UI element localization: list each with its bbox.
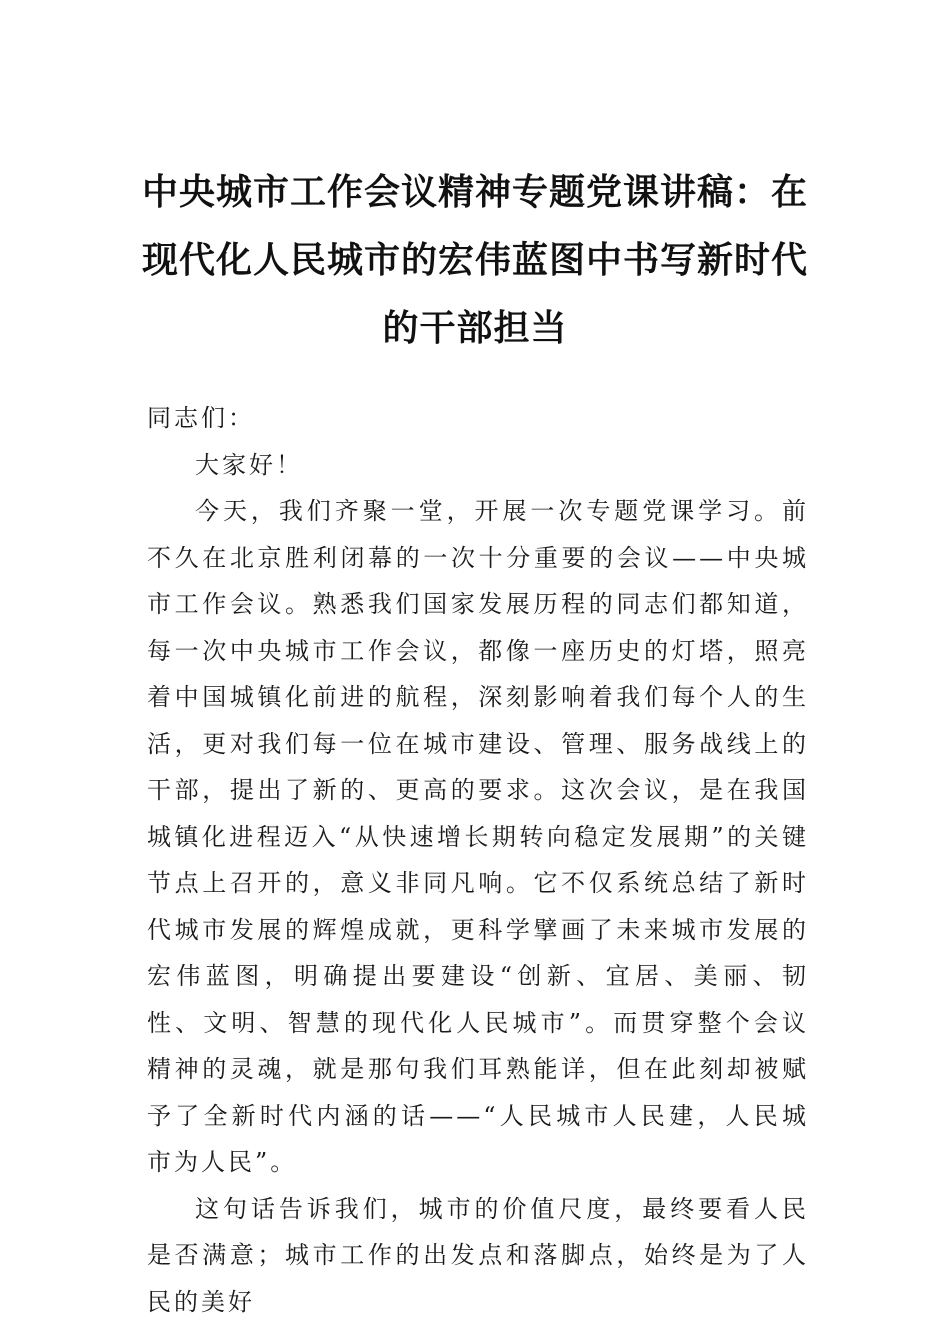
- title-line-1: 中央城市工作会议精神专题党课讲稿：在: [141, 171, 808, 213]
- body-paragraph: 这句话告诉我们，城市的价值尺度，最终要看人民是否满意；城市工作的出发点和落脚点，始终是为了人民的美好: [147, 1194, 809, 1316]
- document-title: [140, 158, 810, 362]
- document-body: [147, 395, 809, 1325]
- salutation: 同志们：: [147, 404, 255, 432]
- greeting: 大家好！: [195, 450, 303, 479]
- title-line-3: 的干部担当: [382, 307, 568, 349]
- title-line-2: 现代化人民城市的宏伟蓝图中书写新时代: [141, 239, 808, 281]
- body-paragraph: 今天，我们齐聚一堂，开展一次专题党课学习。前不久在北京胜利闭幕的一次十分重要的会议——中央城市工作会议。熟悉我们国家发展历程的同志们都知道，每一次中央城市工作会议，都像一座历史的灯塔，照亮着中国城镇化前进的航程，深刻影响着我们每个人的生活，更对我们每一位在城市建设、管理、服务战线上的干部，提出了新的、更高的要求。这次会议，是在我国城镇化进程迈入“从快速增长期转向稳定发展期”的关键节点上召开的，意义非同凡响。它不仅系统总结了新时代城市发展的辉煌成就，更科学擘画了未来城市发展的宏伟蓝图，明确提出要建设“创新、宜居、美丽、韧性、文明、智慧的现代化人民城市”。而贯穿整个会议精神的灵魂，就是那句我们耳熟能详，但在此刻却被赋予了全新时代内涵的话——“人民城市人民建，人民城市为人民”。: [147, 497, 809, 1176]
